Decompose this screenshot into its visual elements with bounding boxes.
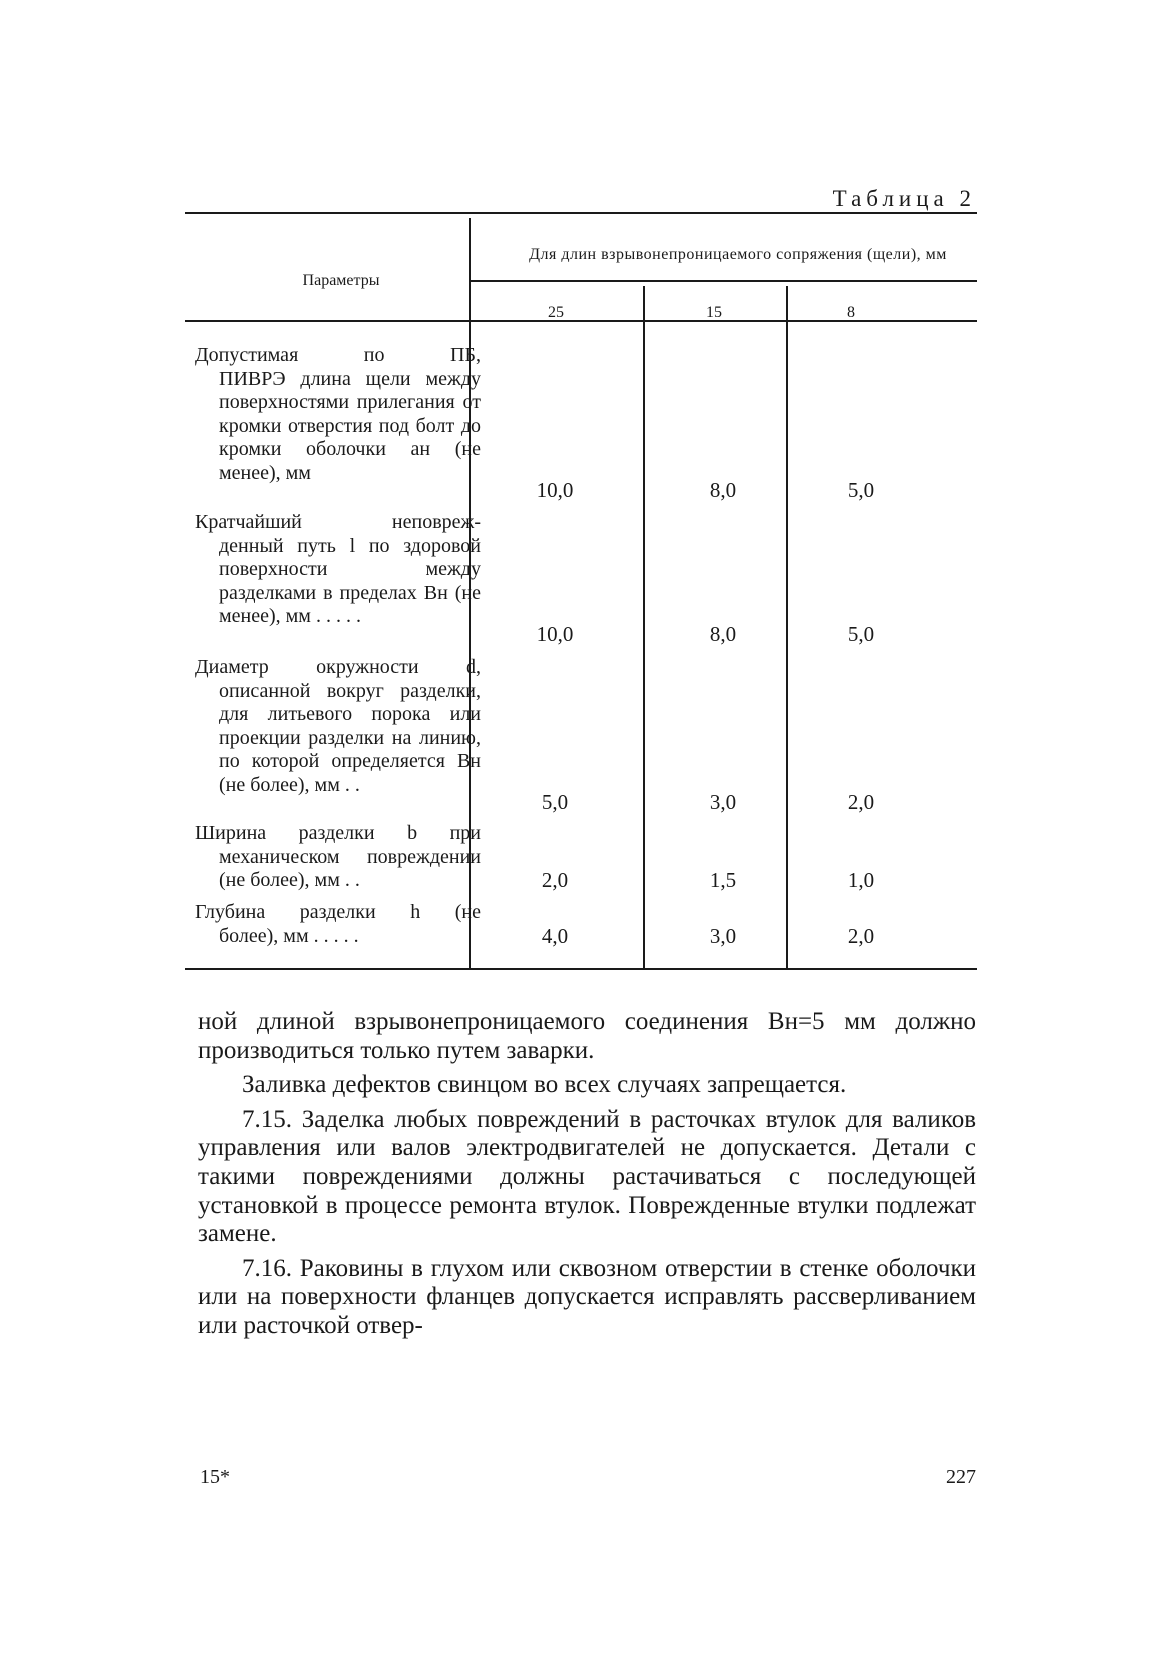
table-cell: 10,0: [536, 622, 574, 646]
table-bottom-rule: [185, 968, 977, 970]
param-continuation: более), мм . . . . .: [219, 924, 359, 947]
param-first-line: Кратчайший неповреж-: [195, 511, 481, 533]
table-cell: 4,0: [541, 924, 569, 948]
table-cell: 2,0: [847, 924, 875, 948]
table-cell: 5,0: [847, 478, 875, 502]
body-text: [198, 1008, 976, 1347]
table-row-param: [195, 822, 481, 893]
table-cell: 5,0: [541, 790, 569, 814]
table-cell: 8,0: [709, 622, 737, 646]
table-top-rule: [185, 212, 977, 214]
param-continuation: описанной вокруг разделки, для литьевого порока или проекции разделки на линию, по которой определяется Bн (не более), мм . .: [219, 679, 481, 796]
param-first-line: Диаметр окружности d,: [195, 656, 481, 678]
paragraph: 7.16. Раковины в глухом или сквозном отверстии в стенке оболочки или на поверхности фланцев допускается исправлять рассверливанием или расточкой отвер-: [198, 1254, 976, 1339]
table-row-param: [195, 656, 481, 798]
table-cell: 1,5: [709, 868, 737, 892]
param-continuation: механическом повреждении (не более), мм . .: [219, 845, 481, 892]
param-first-line: Ширина разделки b при: [195, 822, 481, 844]
table-row-param: [195, 511, 481, 629]
header-group-underline: [470, 280, 977, 282]
table-cell: 3,0: [709, 790, 737, 814]
table-caption: Таблица 2: [832, 186, 976, 211]
paragraph: 7.15. Заделка любых повреждений в расточках втулок для валиков управления или валов электродвигателей не допускается. Детали с такими повреждениями должны растачиваться с последующей установкой в процессе ремонта втулок. Поврежденные втулки подлежат замене.: [198, 1105, 976, 1248]
header-col-25: 25: [548, 304, 564, 321]
paragraph: ной длиной взрывонепроницаемого соединения Bн=5 мм должно производиться только путем заварки.: [198, 1008, 976, 1064]
param-first-line: Глубина разделки h (не: [195, 901, 481, 923]
paragraph: Заливка дефектов свинцом во всех случаях запрещается.: [242, 1071, 847, 1099]
table-cell: 1,0: [847, 868, 875, 892]
param-first-line: Допустимая по ПБ,: [195, 344, 481, 366]
param-continuation: денный путь l по здоровой поверхности между разделками в пределах Bн (не менее), мм . . . . .: [219, 534, 481, 628]
table-cell: 8,0: [709, 478, 737, 502]
table-cell: 3,0: [709, 924, 737, 948]
page-number: 227: [946, 1466, 976, 1488]
signature-mark: 15*: [200, 1466, 230, 1488]
header-col-15: 15: [706, 304, 722, 321]
table-cell: 2,0: [847, 790, 875, 814]
param-continuation: ПИВРЭ длина щели между поверхностями прилегания от кромки отверстия под болт до кромки оболочки aн (не менее), мм: [219, 367, 481, 484]
header-group: Для длин взрывонепроницаемого сопряжения (щели), мм: [529, 246, 947, 263]
header-params: Параметры: [302, 272, 380, 289]
table-row-param: [195, 344, 481, 486]
table-cell: 5,0: [847, 622, 875, 646]
table-cell: 2,0: [541, 868, 569, 892]
table-cell: 10,0: [536, 478, 574, 502]
header-col-8: 8: [847, 304, 855, 321]
table-row-param: [195, 901, 481, 948]
